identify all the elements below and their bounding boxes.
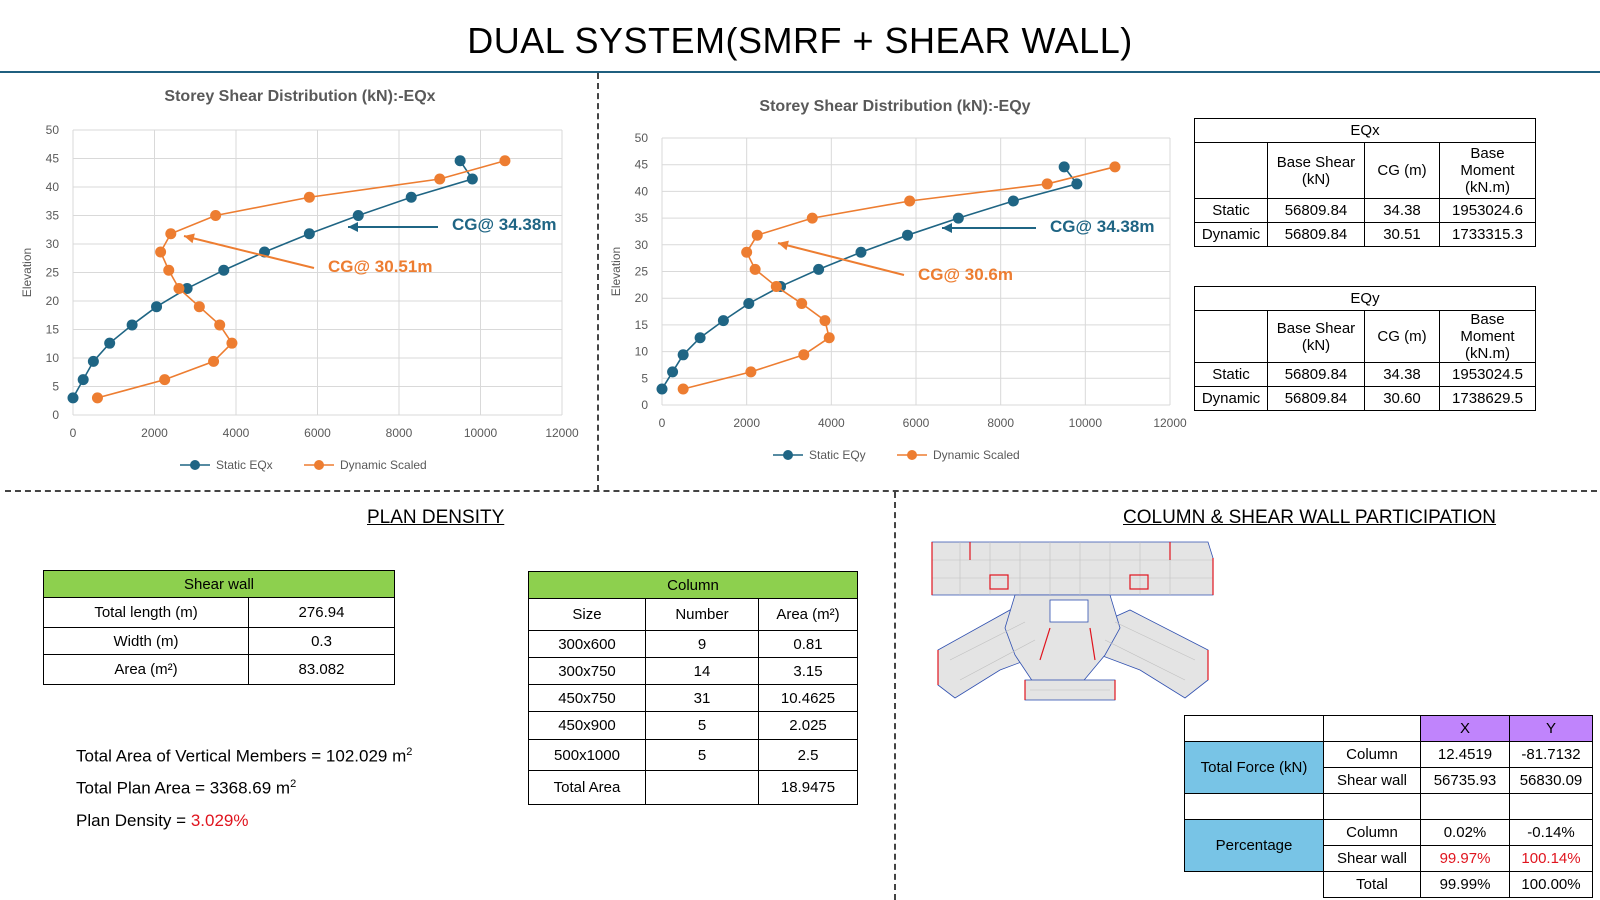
- data-point-static: [743, 298, 754, 309]
- data-point-static: [455, 155, 466, 166]
- summary-sup: 2: [290, 778, 297, 790]
- x-tick-label: 4000: [222, 426, 250, 440]
- x-tick-label: 6000: [304, 426, 331, 440]
- data-point-static: [151, 301, 162, 312]
- data-point-dynamic: [807, 213, 818, 224]
- cell: 14: [646, 658, 759, 685]
- y-tick-label: 25: [45, 265, 59, 280]
- x-tick-label: 12000: [545, 426, 579, 440]
- x-tick-label: 10000: [1068, 416, 1103, 430]
- participation-title: COLUMN & SHEAR WALL PARTICIPATION: [1123, 507, 1497, 528]
- empty-cell: [1324, 716, 1421, 742]
- row-label: Column: [1324, 820, 1421, 846]
- row-label: Static: [1195, 199, 1268, 223]
- title-underline: [0, 71, 1600, 73]
- legend-marker: [314, 460, 324, 470]
- y-axis-label: Elevation: [609, 246, 623, 297]
- data-point-static: [127, 319, 138, 330]
- empty-cell: [1195, 143, 1268, 199]
- chart-title-eqy: Storey Shear Distribution (kN):-EQy: [759, 98, 1031, 115]
- y-tick-label: 20: [634, 291, 648, 306]
- y-tick-label: 15: [45, 322, 59, 337]
- row-label: Dynamic: [1195, 223, 1268, 247]
- summary-text: Total Area of Vertical Members = 102.029 m: [76, 746, 407, 766]
- summary-text: Plan Density =: [76, 811, 191, 830]
- annotation-label: CG@ 34.38m: [452, 215, 557, 234]
- data-point-dynamic: [194, 301, 205, 312]
- cell: 1738629.5: [1440, 387, 1536, 411]
- row-label: Total length (m): [44, 598, 249, 628]
- data-point-dynamic: [499, 155, 510, 166]
- data-point-dynamic: [771, 281, 782, 292]
- cell: 56809.84: [1268, 387, 1365, 411]
- annotation-arrow-head: [184, 234, 195, 244]
- cell: 99.97%: [1421, 846, 1510, 872]
- cell: 2.5: [759, 740, 858, 771]
- cell: 30.51: [1365, 223, 1440, 247]
- y-tick-label: 20: [45, 294, 59, 308]
- data-point-dynamic: [796, 298, 807, 309]
- plan-density-summary: [76, 811, 248, 831]
- legend-marker: [783, 450, 793, 460]
- cell: 9: [646, 631, 759, 658]
- data-point-static: [78, 374, 89, 385]
- header-base-shear: Base Shear (kN): [1268, 143, 1365, 199]
- data-point-dynamic: [92, 392, 103, 403]
- data-point-dynamic: [434, 174, 445, 185]
- data-point-dynamic: [173, 283, 184, 294]
- annotation-arrow-head: [348, 222, 358, 232]
- y-tick-label: 35: [634, 211, 648, 226]
- data-point-dynamic: [208, 356, 219, 367]
- divider-vertical-bottom: [894, 492, 896, 900]
- empty-cell: [1195, 311, 1268, 363]
- annotation-label: CG@ 34.38m: [1050, 217, 1155, 236]
- y-tick-label: 0: [641, 398, 648, 412]
- cell: 300x600: [529, 631, 646, 658]
- cell: 56809.84: [1268, 199, 1365, 223]
- row-label: Dynamic: [1195, 387, 1268, 411]
- shear-wall-table: [43, 570, 395, 685]
- density-value: 3.029%: [190, 811, 249, 830]
- legend-label: Dynamic Scaled: [933, 448, 1020, 462]
- summary-text: Total Plan Area = 3368.69 m: [76, 778, 291, 798]
- cell: 99.99%: [1421, 872, 1510, 898]
- y-tick-label: 10: [634, 344, 648, 359]
- data-point-dynamic: [1109, 161, 1120, 172]
- data-point-dynamic: [226, 338, 237, 349]
- header-area: Area (m²): [759, 599, 858, 631]
- y-tick-label: 30: [634, 237, 648, 252]
- plan-wing-top: [932, 542, 1213, 595]
- cell: 100.00%: [1510, 872, 1593, 898]
- y-tick-label: 10: [45, 351, 59, 365]
- row-label: Shear wall: [1324, 768, 1421, 794]
- data-point-static: [1059, 161, 1070, 172]
- data-point-static: [695, 332, 706, 343]
- cell: 56735.93: [1421, 768, 1510, 794]
- cell: 0.3: [249, 628, 395, 655]
- data-point-dynamic: [745, 366, 756, 377]
- header-x: X: [1421, 716, 1510, 742]
- percentage-label: Percentage: [1185, 820, 1324, 872]
- cell: 0.02%: [1421, 820, 1510, 846]
- cell: Total Area: [529, 771, 646, 805]
- y-tick-label: 45: [634, 157, 648, 172]
- data-point-dynamic: [741, 247, 752, 258]
- x-tick-label: 6000: [902, 416, 930, 430]
- data-point-static: [406, 192, 417, 203]
- x-tick-label: 10000: [463, 426, 498, 440]
- header-base-shear: Base Shear (kN): [1268, 311, 1365, 363]
- data-point-static: [718, 315, 729, 326]
- x-tick-label: 0: [658, 416, 666, 430]
- annotation-label: CG@ 30.51m: [328, 257, 433, 276]
- divider-horizontal: [5, 490, 1597, 492]
- cell: [646, 771, 759, 805]
- row-label: Column: [1324, 742, 1421, 768]
- series-line-dynamic: [97, 161, 505, 398]
- series-line-dynamic: [683, 167, 1115, 389]
- row-label: Width (m): [44, 628, 249, 655]
- annotation-arrow-head: [778, 241, 789, 251]
- cell: 2.025: [759, 712, 858, 740]
- cell: 56809.84: [1268, 363, 1365, 387]
- cell: 83.082: [249, 655, 395, 685]
- empty-cell: [1510, 794, 1593, 820]
- annotation-label: CG@ 30.6m: [918, 265, 1014, 284]
- row-label: Static: [1195, 363, 1268, 387]
- x-tick-label: 8000: [385, 426, 413, 440]
- data-point-static: [678, 349, 689, 360]
- y-tick-label: 0: [52, 408, 59, 422]
- y-tick-label: 25: [634, 264, 648, 279]
- header-y: Y: [1510, 716, 1593, 742]
- data-point-static: [1008, 196, 1019, 207]
- empty-cell: [1324, 794, 1421, 820]
- y-tick-label: 5: [52, 379, 59, 394]
- cell: 1953024.5: [1440, 363, 1536, 387]
- cell: 100.14%: [1510, 846, 1593, 872]
- x-tick-label: 2000: [733, 416, 761, 430]
- data-point-static: [855, 247, 866, 258]
- data-point-dynamic: [165, 228, 176, 239]
- cell: 300x750: [529, 658, 646, 685]
- cell: -0.14%: [1510, 820, 1593, 846]
- data-point-dynamic: [752, 230, 763, 241]
- header-base-moment: Base Moment (kN.m): [1440, 311, 1536, 363]
- data-point-static: [657, 383, 668, 394]
- cell: 276.94: [249, 598, 395, 628]
- cell: 34.38: [1365, 199, 1440, 223]
- legend-label: Dynamic Scaled: [340, 458, 427, 472]
- table-title: EQy: [1195, 287, 1536, 311]
- cell: 1733315.3: [1440, 223, 1536, 247]
- eqx-summary-table: [1194, 118, 1536, 247]
- data-point-dynamic: [1042, 178, 1053, 189]
- y-tick-label: 15: [634, 317, 648, 332]
- data-point-dynamic: [798, 349, 809, 360]
- data-point-dynamic: [819, 315, 830, 326]
- y-tick-label: 30: [45, 237, 59, 251]
- cell: 1953024.6: [1440, 199, 1536, 223]
- data-point-static: [813, 264, 824, 275]
- y-tick-label: 45: [45, 151, 59, 166]
- data-point-dynamic: [155, 246, 166, 257]
- annotation-arrow-head: [942, 223, 952, 233]
- storey-shear-chart-eqx: [0, 110, 597, 485]
- data-point-static: [902, 230, 913, 241]
- header-cg: CG (m): [1365, 143, 1440, 199]
- total-force-label: Total Force (kN): [1185, 742, 1324, 794]
- legend-label: Static EQx: [216, 458, 273, 472]
- data-point-dynamic: [904, 196, 915, 207]
- building-plan-diagram: [930, 540, 1215, 710]
- data-point-static: [68, 392, 79, 403]
- data-point-static: [467, 174, 478, 185]
- legend-label: Static EQy: [809, 448, 866, 462]
- empty-cell: [1421, 794, 1510, 820]
- y-tick-label: 40: [634, 184, 648, 199]
- table-title: Shear wall: [44, 571, 395, 598]
- cell: 0.81: [759, 631, 858, 658]
- cell: 18.9475: [759, 771, 858, 805]
- row-label: Area (m²): [44, 655, 249, 685]
- table-title: EQx: [1195, 119, 1536, 143]
- plan-opening: [1050, 600, 1088, 622]
- x-tick-label: 8000: [987, 416, 1015, 430]
- data-point-dynamic: [210, 210, 221, 221]
- page-title: DUAL SYSTEM(SMRF + SHEAR WALL): [467, 20, 1133, 61]
- x-tick-label: 2000: [141, 426, 168, 440]
- y-tick-label: 50: [634, 131, 648, 145]
- plan-area-summary: [76, 778, 296, 799]
- data-point-dynamic: [214, 319, 225, 330]
- row-label: Shear wall: [1324, 846, 1421, 872]
- data-point-dynamic: [304, 192, 315, 203]
- data-point-dynamic: [159, 374, 170, 385]
- x-tick-label: 0: [69, 426, 77, 440]
- data-point-static: [667, 366, 678, 377]
- legend-marker: [190, 460, 200, 470]
- column-table: [528, 571, 858, 805]
- y-tick-label: 50: [45, 123, 59, 137]
- cell: 5: [646, 712, 759, 740]
- x-tick-label: 12000: [1153, 416, 1187, 430]
- table-title: Column: [529, 572, 858, 599]
- x-tick-label: 4000: [817, 416, 845, 430]
- data-point-static: [1071, 178, 1082, 189]
- plan-density-title: PLAN DENSITY: [367, 507, 505, 528]
- summary-sup: 2: [406, 746, 413, 758]
- header-cg: CG (m): [1365, 311, 1440, 363]
- legend-marker: [907, 450, 917, 460]
- header-number: Number: [646, 599, 759, 631]
- annotation-arrow-line: [184, 236, 314, 268]
- data-point-dynamic: [678, 383, 689, 394]
- cell: 3.15: [759, 658, 858, 685]
- y-tick-label: 35: [45, 208, 59, 223]
- empty-cell: [1185, 872, 1324, 898]
- data-point-static: [104, 338, 115, 349]
- header-size: Size: [529, 599, 646, 631]
- y-tick-label: 5: [641, 371, 648, 386]
- cell: 30.60: [1365, 387, 1440, 411]
- empty-cell: [1185, 794, 1324, 820]
- participation-table: [1184, 715, 1593, 898]
- chart-title-eqx: Storey Shear Distribution (kN):-EQx: [164, 88, 436, 105]
- data-point-static: [953, 213, 964, 224]
- cell: 500x1000: [529, 740, 646, 771]
- empty-cell: [1185, 716, 1324, 742]
- cell: -81.7132: [1510, 742, 1593, 768]
- data-point-static: [353, 210, 364, 221]
- cell: 450x750: [529, 685, 646, 712]
- cell: 31: [646, 685, 759, 712]
- data-point-dynamic: [824, 332, 835, 343]
- y-tick-label: 40: [45, 180, 59, 194]
- row-label: Total: [1324, 872, 1421, 898]
- data-point-dynamic: [750, 264, 761, 275]
- cell: 450x900: [529, 712, 646, 740]
- cell: 5: [646, 740, 759, 771]
- data-point-static: [304, 228, 315, 239]
- cell: 12.4519: [1421, 742, 1510, 768]
- storey-shear-chart-eqy: [598, 110, 1198, 485]
- data-point-dynamic: [163, 265, 174, 276]
- vertical-members-summary: [76, 746, 412, 767]
- cell: 56830.09: [1510, 768, 1593, 794]
- cell: 34.38: [1365, 363, 1440, 387]
- y-axis-label: Elevation: [20, 247, 34, 298]
- cell: 10.4625: [759, 685, 858, 712]
- annotation-arrow-line: [778, 243, 904, 275]
- cell: 56809.84: [1268, 223, 1365, 247]
- eqy-summary-table: [1194, 286, 1536, 411]
- data-point-static: [218, 265, 229, 276]
- header-base-moment: Base Moment (kN.m): [1440, 143, 1536, 199]
- data-point-static: [88, 356, 99, 367]
